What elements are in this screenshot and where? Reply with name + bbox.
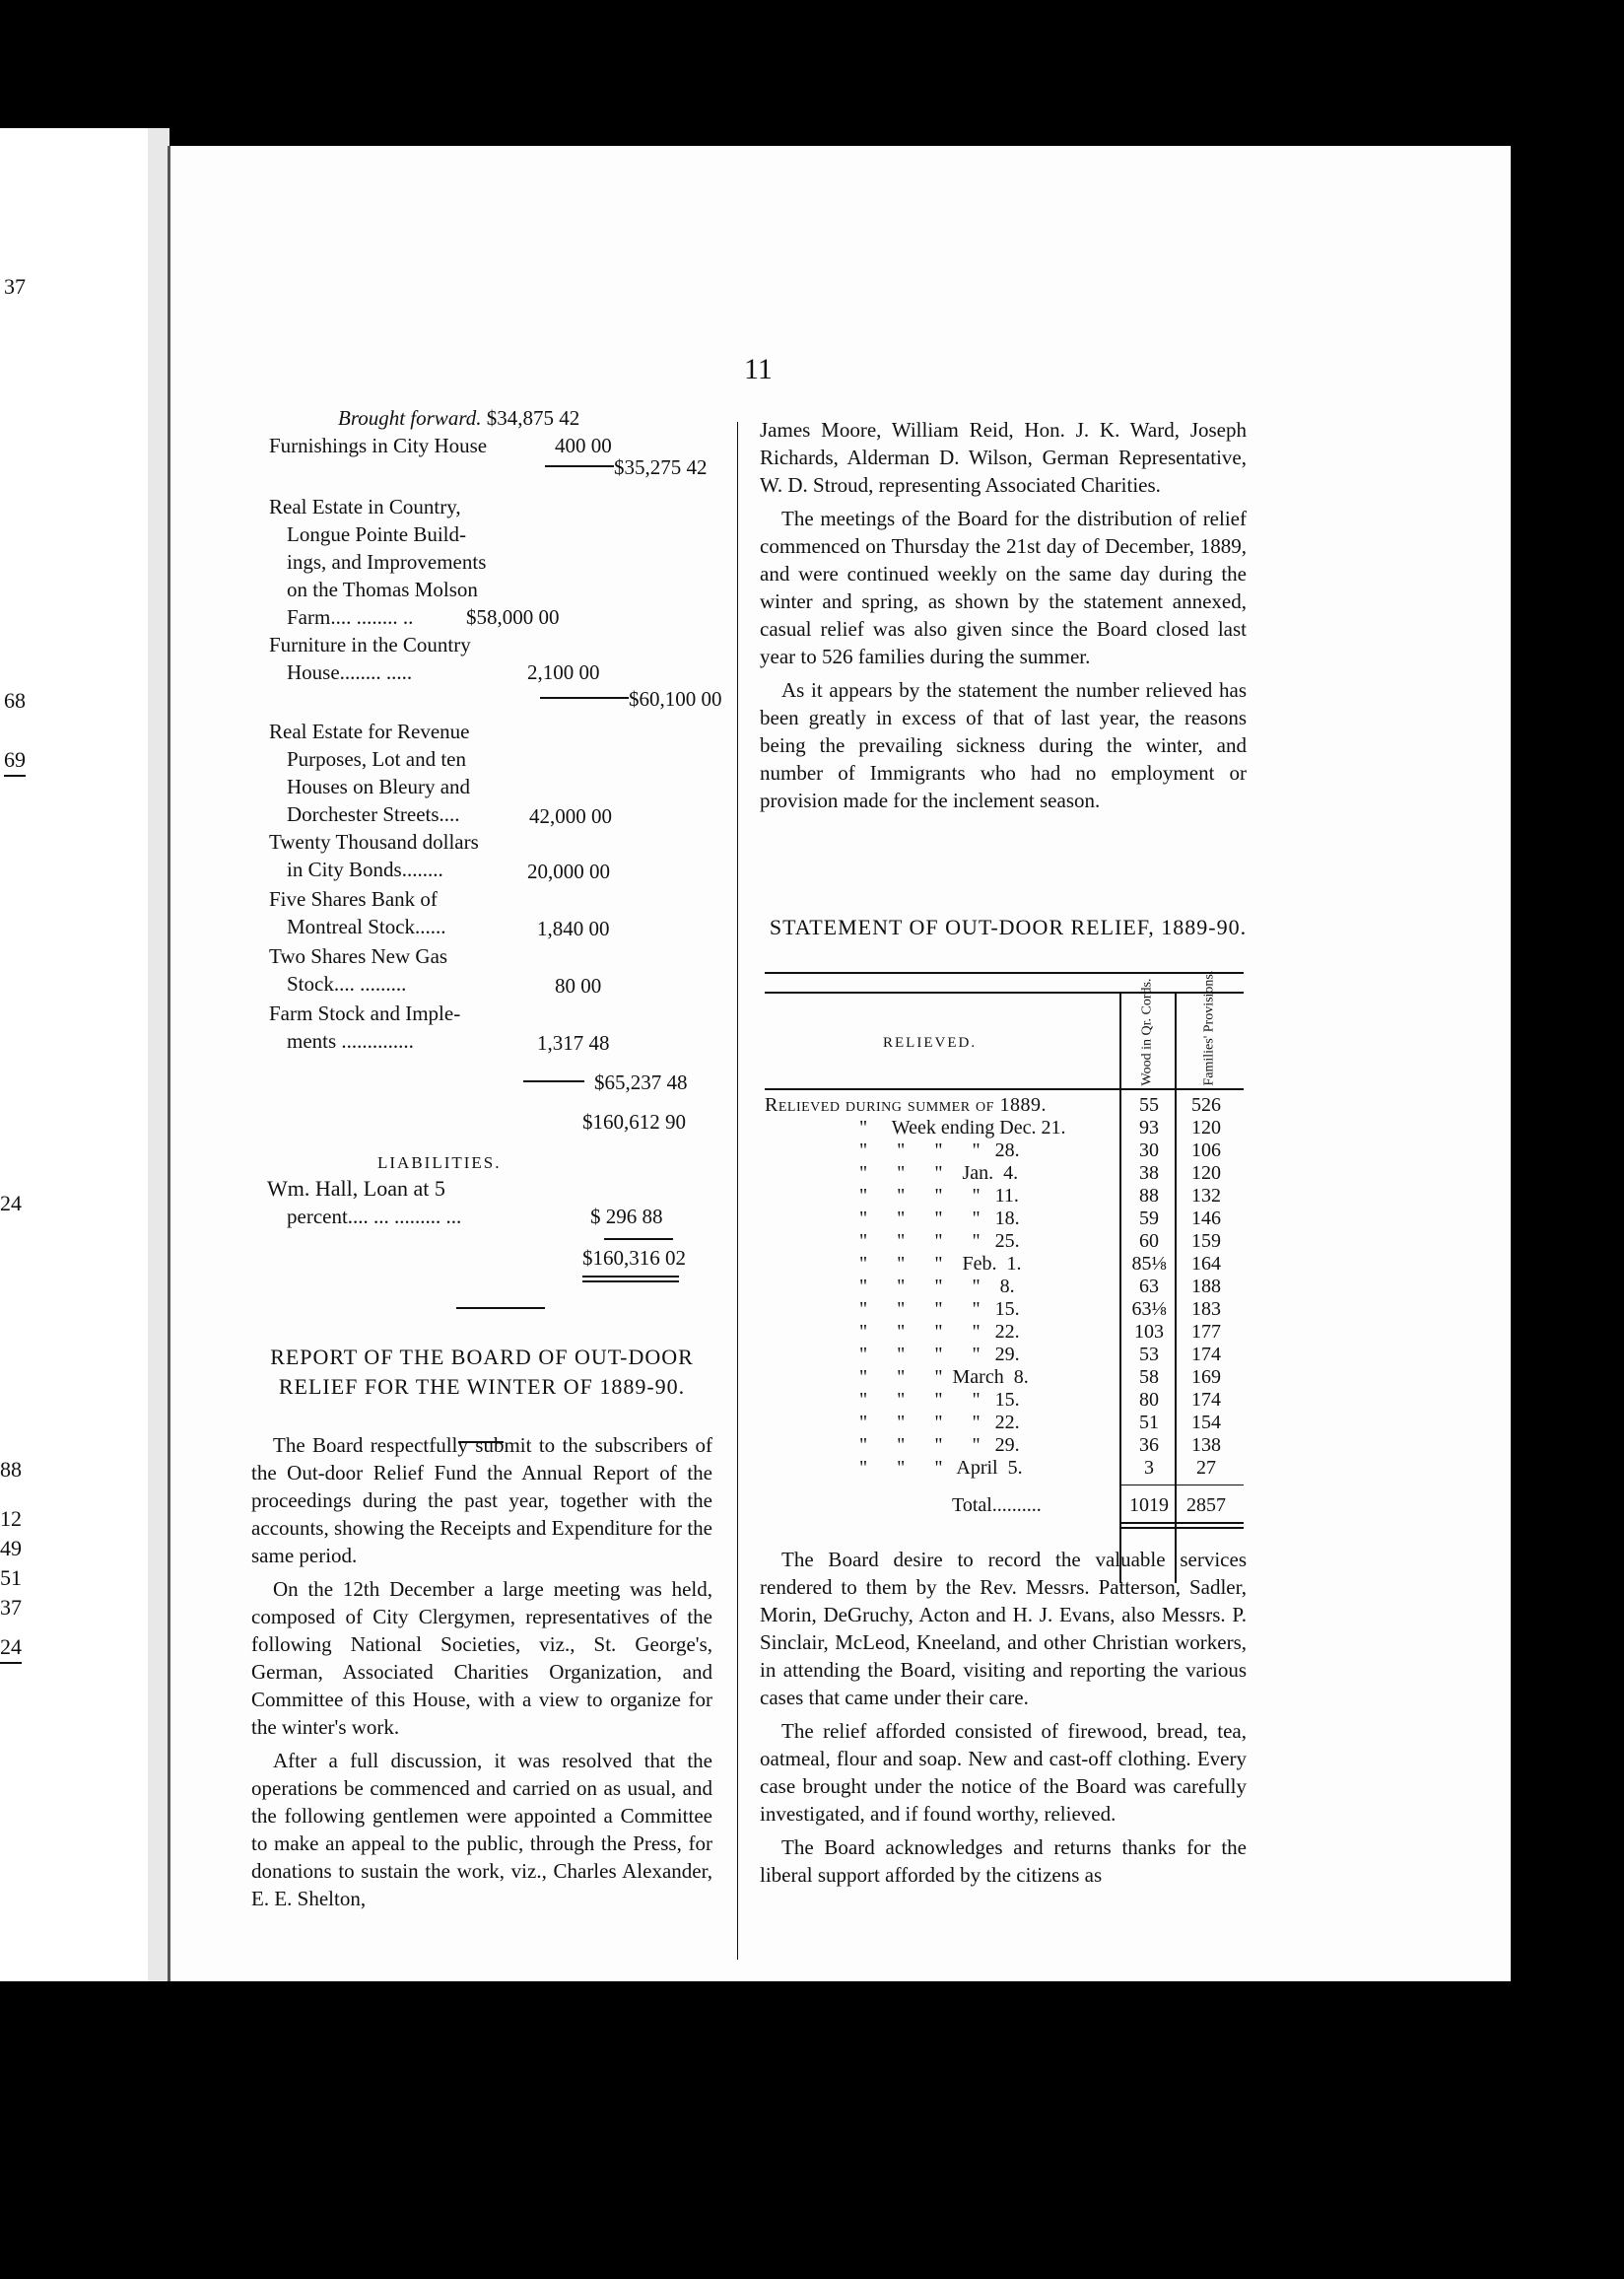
- ledger-line: ings, and Improvements: [287, 550, 487, 574]
- brought-forward-label: Brought forward.: [338, 406, 482, 430]
- body-paragraph: James Moore, William Reid, Hon. J. K. Ward, Joseph Richards, Alderman D. Wilson, German Representative, W. D. Stroud, representing Associated Charities.: [760, 418, 1247, 497]
- previous-page-edge: [0, 128, 148, 1981]
- body-paragraph: The meetings of the Board for the distribution of relief commenced on Thursday the 21st day of December, 1889, and were continued weekly on the same day during the winter and spring, as shown by the statement annexed, casual relief was also given since the Board closed last year to 526 families during the summer.: [760, 507, 1247, 668]
- ledger-line: on the Thomas Molson: [287, 578, 478, 601]
- body-paragraph: The relief afforded consisted of firewood, bread, tea, oatmeal, flour and soap. New and cast-off clothing. Every case brought under the notice of the Board was carefully investigated, and if found worthy, relieved.: [760, 1719, 1247, 1826]
- prev-page-number: 49: [0, 1536, 22, 1560]
- table-rule: [765, 992, 1244, 994]
- ledger-line: Furnishings in City House: [269, 434, 488, 457]
- prev-page-number: 51: [0, 1565, 22, 1590]
- ledger-line: Farm.... ........ ..: [287, 605, 414, 629]
- liabilities-heading: LIABILITIES.: [377, 1153, 502, 1172]
- table-header-wood: Wood in Qr. Cords.: [1139, 978, 1155, 1085]
- ledger-line: Real Estate in Country,: [269, 495, 461, 518]
- double-rule: [582, 1276, 679, 1282]
- report-paragraph: The Board respectfully submit to the subscribers of the Out-door Relief Fund the Annual Report of the proceedings during the past year, together with the accounts, showing the Receipts and Expenditure for the same period.: [251, 1433, 712, 1567]
- ledger-amount: 20,000 00: [527, 860, 610, 883]
- ledger-rule: [523, 1080, 584, 1082]
- ledger-line: Longue Pointe Build-: [287, 522, 466, 546]
- liability-amount: $ 296 88: [590, 1205, 663, 1228]
- right-column: [760, 416, 1247, 820]
- ledger-rule: [604, 1238, 673, 1240]
- ledger-line: House........ .....: [287, 660, 413, 684]
- ledger-line: Stock.... .........: [287, 972, 407, 996]
- report-paragraph: After a full discussion, it was resolved that the operations be commenced and carried on as usual, and the following gentlemen were appointed a Committee to make an appeal to the public, through the Press, for donations to sustain the work, viz., Charles Alexander, E. E. Shelton,: [251, 1749, 712, 1910]
- ledger-amount: 1,317 48: [537, 1031, 610, 1055]
- ledger-amount: $58,000 00: [466, 605, 560, 629]
- ledger-line: in City Bonds........: [287, 858, 443, 881]
- ledger-amount: 400 00: [555, 434, 612, 457]
- ledger-line: Two Shares New Gas: [269, 944, 448, 968]
- ledger-line: Twenty Thousand dollars: [269, 830, 479, 854]
- page-gutter: [148, 128, 169, 1981]
- prev-page-number: 68: [4, 688, 26, 713]
- brought-forward-value: $34,875 42: [486, 406, 580, 430]
- ledger-amount: 80 00: [555, 974, 602, 998]
- ledger-line: ments ..............: [287, 1029, 414, 1053]
- right-column-bottom: [760, 1546, 1247, 1895]
- prev-page-number: 88: [0, 1457, 22, 1482]
- ledger-amount: 1,840 00: [537, 917, 610, 940]
- body-paragraph: The Board acknowledges and returns thanks for the liberal support afforded by the citizens as: [760, 1835, 1247, 1887]
- page-number: 11: [744, 353, 773, 385]
- double-rule: [1119, 1522, 1244, 1529]
- subtotal: $60,100 00: [629, 687, 722, 711]
- ledger-line: Real Estate for Revenue: [269, 720, 470, 743]
- column-divider: [737, 422, 738, 1960]
- prev-page-number: 37: [4, 274, 26, 299]
- body-paragraph: The Board desire to record the valuable services rendered to them by the Rev. Messrs. Patterson, Sadler, Morin, DeGruchy, Acton and H. J. Evans, also Messrs. P. Sinclair, McLeod, Kneeland, and other Christian workers, in attending the Board, visiting and reporting the various cases that came under their care.: [760, 1548, 1247, 1709]
- subtotal: $65,237 48: [594, 1070, 688, 1094]
- ledger-line: Houses on Bleury and: [287, 775, 471, 798]
- prev-page-number: 69: [4, 747, 26, 777]
- statement-heading: STATEMENT OF OUT-DOOR RELIEF, 1889-90.: [769, 915, 1248, 939]
- ledger-line: Five Shares Bank of: [269, 887, 438, 911]
- ledger-amount: 42,000 00: [529, 804, 612, 828]
- assets-total: $160,612 90: [582, 1110, 686, 1134]
- document-page: [168, 146, 1511, 1981]
- ledger-amount: 2,100 00: [527, 660, 600, 684]
- table-header-families: Families' Provisions.: [1201, 970, 1217, 1085]
- relief-table: RELIEVED. Wood in Qr. Cords. Families' Provisions. Relieved during summer of 1889. 55 526 " Week ending Dec. 21. 93 120 " " " " 28. 30 106 " " " Jan. 4. 38 120 " " " " 11. 88 132 " " " " 18. 59 146 " " " " 25. 60 159 " " " Feb. 1. 85⅛ 164 " " " " 8. 63 188 " " " " 15. 63⅛ 183 " " " " 22. 103 177 " " " " 29. 53 174 " " " March 8. 58 169 " " " " 15. 80 174 " " " " 22. 51 154 " " " " 29. 36 138 " " " April 5. 3 27 Total.......... 1019 2857: [765, 974, 1244, 1723]
- table-header-rule: [765, 1088, 1244, 1090]
- report-heading: REPORT OF THE BOARD OF OUT-DOOR RELIEF FOR THE WINTER OF 1889-90.: [270, 1345, 694, 1399]
- ledger-line: Montreal Stock......: [287, 915, 446, 938]
- liability-line: percent.... ... ......... ...: [287, 1205, 462, 1228]
- grand-total: $160,316 02: [582, 1246, 686, 1270]
- prev-page-number: 24: [0, 1634, 22, 1664]
- body-paragraph: As it appears by the statement the number relieved has been greatly in excess of that of last year, the reasons being the prevailing sickness during the winter, and number of Immigrants who had no employment or provision made for the inclement season.: [760, 678, 1247, 812]
- table-header-relieved: RELIEVED.: [883, 1035, 978, 1051]
- ledger-line: Dorchester Streets....: [287, 802, 460, 826]
- ledger-line: Purposes, Lot and ten: [287, 747, 466, 771]
- ledger-line: Farm Stock and Imple-: [269, 1001, 461, 1025]
- liability-line: Wm. Hall, Loan at 5: [267, 1176, 445, 1201]
- ledger-rule: [540, 697, 629, 699]
- ledger-line: Furniture in the Country: [269, 633, 471, 656]
- report-section: [251, 1343, 712, 1918]
- section-divider: [456, 1307, 545, 1309]
- prev-page-number: 24: [0, 1191, 22, 1215]
- heading-rule: [458, 1441, 504, 1443]
- subtotal: $35,275 42: [614, 455, 708, 479]
- prev-page-number: 12: [0, 1506, 22, 1531]
- report-paragraph: On the 12th December a large meeting was held, composed of City Clergymen, representatives of the following National Societies, viz., St. George's, German, Associated Charities Organization, and Committee of this House, with a view to organize for the winter's work.: [251, 1577, 712, 1739]
- ledger-rule: [545, 465, 614, 467]
- prev-page-number: 37: [0, 1595, 22, 1620]
